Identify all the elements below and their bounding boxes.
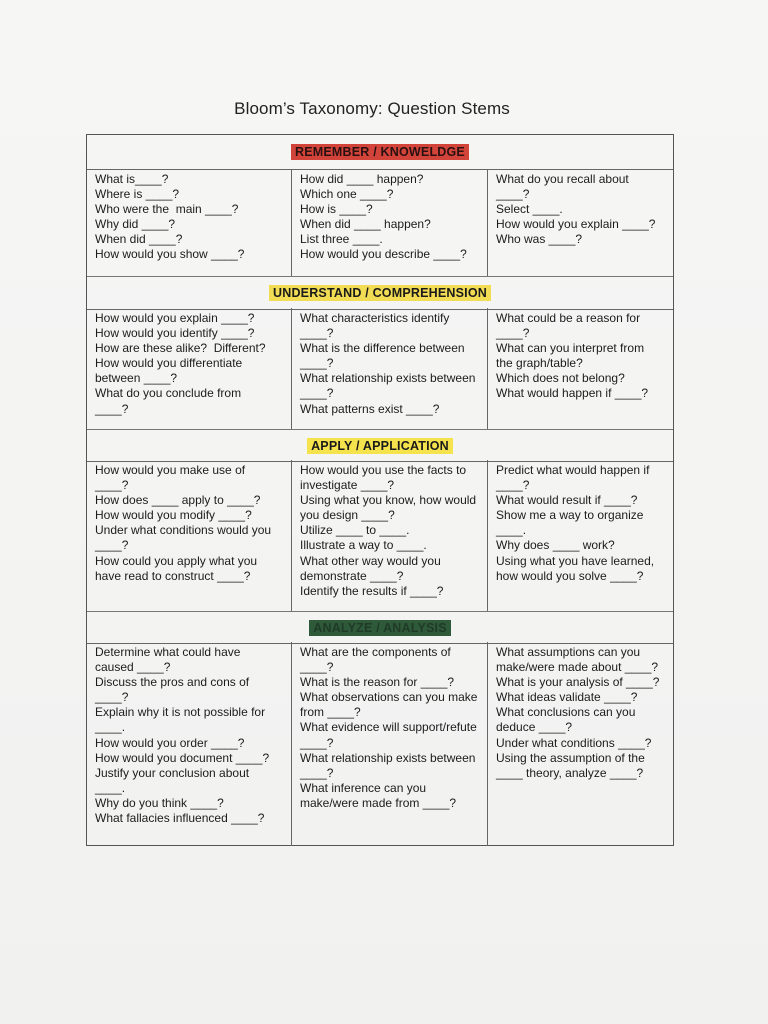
question-stem: What do you conclude from xyxy=(95,386,242,401)
question-stem: What fallacies influenced ____? xyxy=(95,811,265,826)
stem-cell xyxy=(291,460,487,611)
question-stem: When did ____ happen? xyxy=(300,217,431,232)
question-stem: have read to construct ____? xyxy=(95,568,251,583)
question-stem: investigate ____? xyxy=(300,478,395,493)
question-stem: How would you document ____? xyxy=(95,750,270,765)
question-stem: ____? xyxy=(300,386,334,401)
question-stem: What inference can you xyxy=(300,780,427,795)
question-stem: Which one ____? xyxy=(300,187,394,202)
section-heading: APPLY / APPLICATION xyxy=(307,438,453,454)
question-stem: Justify your conclusion about xyxy=(95,765,250,780)
question-stem: Utilize ____ to ____. xyxy=(300,523,410,538)
question-stem: Predict what would happen if xyxy=(496,463,650,477)
question-stem: What patterns exist ____? xyxy=(300,401,440,416)
stem-cell xyxy=(487,308,673,429)
question-stem: What characteristics identify xyxy=(300,311,450,325)
question-stems-table xyxy=(86,134,674,846)
stem-cell xyxy=(487,642,673,846)
question-stem: How would you make use of xyxy=(95,463,246,477)
question-stem: What could be a reason for xyxy=(496,311,641,325)
section-heading: REMEMBER / KNOWELDGE xyxy=(291,144,469,160)
question-stem: What evidence will support/refute xyxy=(300,720,477,735)
question-stem: What relationship exists between xyxy=(300,371,476,386)
question-stem: How would you modify ____? xyxy=(95,508,252,523)
question-stem: demonstrate ____? xyxy=(300,568,404,583)
question-stem: Illustrate a way to ____. xyxy=(300,538,427,553)
question-stem: ____? xyxy=(300,735,334,750)
question-stem: How would you explain ____? xyxy=(95,311,255,325)
question-stem: ____. xyxy=(95,720,126,735)
question-stem: Using what you know, how would xyxy=(300,493,477,508)
question-stem: ____? xyxy=(300,356,334,371)
question-stem: What is your analysis of ____? xyxy=(496,675,660,690)
question-stem: Explain why it is not possible for xyxy=(95,705,266,720)
question-stem: ____? xyxy=(95,401,129,416)
question-stem: What can you interpret from xyxy=(496,341,645,356)
question-stem: How did ____ happen? xyxy=(300,172,424,186)
stem-cell xyxy=(87,642,291,846)
stem-cell xyxy=(291,642,487,846)
section-header-1 xyxy=(87,135,673,170)
question-stem: How does ____ apply to ____? xyxy=(95,493,261,508)
question-stem: What assumptions can you xyxy=(496,645,641,659)
page-title: Bloom’s Taxonomy: Question Stems xyxy=(234,99,510,118)
question-stem: What do you recall about xyxy=(496,172,629,186)
question-stem: ____? xyxy=(496,326,530,341)
section-heading: ANALYZE / ANALYSIS xyxy=(309,620,451,636)
question-stem: How are these alike? Different? xyxy=(95,341,266,356)
question-stem: How would you describe ____? xyxy=(300,247,467,262)
question-stem: deduce ____? xyxy=(496,720,573,735)
stem-cell xyxy=(87,460,291,611)
question-stem: ____? xyxy=(496,478,530,493)
question-stem: How would you use the facts to xyxy=(300,463,467,477)
stem-cell xyxy=(487,169,673,276)
section-header-3 xyxy=(87,429,673,462)
question-stem: What are the components of xyxy=(300,645,451,659)
question-stem: What relationship exists between xyxy=(300,750,476,765)
section-row-4 xyxy=(87,642,673,846)
question-stem: Identify the results if ____? xyxy=(300,583,444,598)
question-stem: ____. xyxy=(95,780,126,795)
question-stem: How could you apply what you xyxy=(95,553,258,568)
question-stem: What is the reason for ____? xyxy=(300,675,455,690)
question-stem: ____? xyxy=(496,187,530,202)
question-stem: ____ theory, analyze ____? xyxy=(496,765,644,780)
question-stem: Using what you have learned, xyxy=(496,553,655,568)
question-stem: What is the difference between xyxy=(300,341,465,356)
question-stem: How would you order ____? xyxy=(95,735,245,750)
stem-cell xyxy=(87,169,291,276)
question-stem: How would you explain ____? xyxy=(496,217,656,232)
question-stem: How would you differentiate xyxy=(95,356,243,371)
stem-cell xyxy=(87,308,291,429)
question-stem: caused ____? xyxy=(95,660,171,675)
question-stem: Who were the main ____? xyxy=(95,202,239,217)
question-stem: Discuss the pros and cons of xyxy=(95,675,250,690)
question-stem: Select ____. xyxy=(496,202,563,217)
question-stem: What conclusions can you xyxy=(496,705,636,720)
question-stem: the graph/table? xyxy=(496,356,583,371)
stem-cell xyxy=(487,460,673,611)
stem-cell xyxy=(291,308,487,429)
question-stem: What would result if ____? xyxy=(496,493,638,508)
question-stem: make/were made from ____? xyxy=(300,795,457,810)
stem-cell xyxy=(291,169,487,276)
question-stem: ____? xyxy=(300,660,334,675)
question-stem: Where is ____? xyxy=(95,187,180,202)
question-stem: What would happen if ____? xyxy=(496,386,649,401)
question-stem: you design ____? xyxy=(300,508,395,523)
question-stem: How would you identify ____? xyxy=(95,326,255,341)
question-stem: What ideas validate ____? xyxy=(496,690,638,705)
section-row-2 xyxy=(87,308,673,429)
question-stem: ____? xyxy=(300,765,334,780)
question-stem: Using the assumption of the xyxy=(496,750,645,765)
question-stem: Determine what could have xyxy=(95,645,241,659)
question-stem: ____? xyxy=(95,538,129,553)
question-stem: When did ____? xyxy=(95,232,183,247)
question-stem: ____? xyxy=(95,690,129,705)
question-stem: Which does not belong? xyxy=(496,371,625,386)
question-stem: How is ____? xyxy=(300,202,373,217)
question-stem: from ____? xyxy=(300,705,361,720)
question-stem: Who was ____? xyxy=(496,232,583,247)
question-stem: how would you solve ____? xyxy=(496,568,644,583)
section-header-4 xyxy=(87,611,673,644)
question-stem: ____. xyxy=(496,523,527,538)
question-stem: between ____? xyxy=(95,371,178,386)
section-row-3 xyxy=(87,460,673,611)
question-stem: ____? xyxy=(95,478,129,493)
question-stem: Why do you think ____? xyxy=(95,795,224,810)
question-stem: ____? xyxy=(300,326,334,341)
section-row-1 xyxy=(87,169,673,276)
question-stem: What other way would you xyxy=(300,553,441,568)
question-stem: Under what conditions ____? xyxy=(496,735,652,750)
question-stem: What observations can you make xyxy=(300,690,478,705)
question-stem: Why did ____? xyxy=(95,217,176,232)
section-heading: UNDERSTAND / COMPREHENSION xyxy=(269,285,491,301)
question-stem: Why does ____ work? xyxy=(496,538,615,553)
question-stem: What is____? xyxy=(95,172,169,186)
question-stem: Under what conditions would you xyxy=(95,523,272,538)
question-stem: List three ____. xyxy=(300,232,383,247)
question-stem: Show me a way to organize xyxy=(496,508,644,523)
question-stem: make/were made about ____? xyxy=(496,660,659,675)
section-header-2 xyxy=(87,276,673,310)
question-stem: How would you show ____? xyxy=(95,247,245,262)
